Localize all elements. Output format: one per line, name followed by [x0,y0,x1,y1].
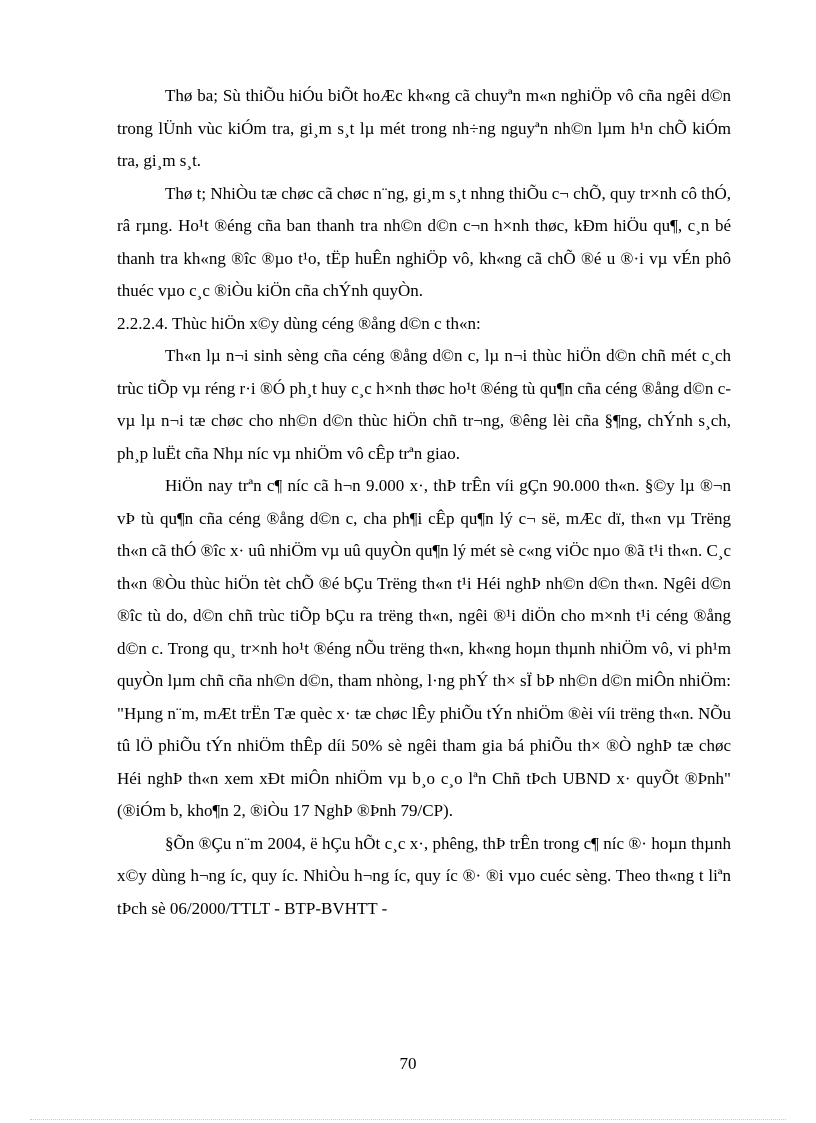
paragraph-third-reason: Thø ba; Sù thiÕu hiÓu biÕt hoÆc kh«ng cã chuyªn m«n nghiÖp vô cña ngêi d©n trong lÜnh vùc kiÓm tra, gi¸m s¸t lµ mét trong nh÷ng nguyªn nh©n lµm h¹n chÕ kiÓm tra, gi¸m s¸t. [117,86,731,170]
body-text [117,80,731,925]
paragraph-village-conventions: §Õn ®Çu n¨m 2004, ë hÇu hÕt c¸c x·, phêng, thÞ trÊn trong c¶ níc ®· hoµn thµnh x©y dùng h¬ng íc, quy íc. NhiÒu h¬ng íc, quy íc ®· ®i vµo cuéc sèng. Theo th«ng t liªn tÞch sè 06/2000/TTLT - BTP-BVHTT - [117,833,731,918]
page-bottom-divider [30,1119,786,1120]
paragraph-village-community: Th«n lµ n¬i sinh sèng cña céng ®ång d©n c, lµ n¬i thùc hiÖn d©n chñ mét c¸ch trùc tiÕp vµ réng r·i ®Ó ph¸t huy c¸c h×nh thøc ho¹t ®éng tù qu¶n cña céng ®ång d©n c vµ lµ n¬i tæ chøc cho nh©n d©n thùc hiÖn chñ tr¬ng, ®êng lèi cña §¶ng, chÝnh s¸ch, ph¸p luËt cña Nhµ níc vµ nhiÖm vô cÊp trªn giao. [117,346,731,463]
paragraph-fourth-reason: Thø t; NhiÒu tæ chøc cã chøc n¨ng, gi¸m s¸t nhng thiÕu c¬ chÕ, quy tr×nh cô thÓ, râ rµng. Ho¹t ®éng cña ban thanh tra nh©n d©n c¬n h×nh thøc, kÐm hiÖu qu¶, c¸n bé thanh tra kh«ng ®îc ®µo t¹o, tËp huÊn nghiÖp vô, kh«ng cã chÕ ®é u ®·i vµ vÉn phô thuéc vµo c¸c ®iÒu kiÖn cña chÝnh quyÒn. [117,183,731,300]
paragraph-current-status: HiÖn nay trªn c¶ níc cã h¬n 9.000 x·, thÞ trÊn víi gÇn 90.000 th«n. §©y lµ ®¬n vÞ tù qu¶n cña céng ®ång d©n c, cha ph¶i cÊp qu¶n lý c¬ së, mÆc dï, th«n vµ Trëng th«n cã thÓ ®îc x· uû nhiÖm vµ uû quyÒn qu¶n lý mét sè c«ng viÖc nµo ®ã t¹i th«n. C¸c th«n ®Òu thùc hiÖn tèt chÕ ®é bÇu Trëng th«n t¹i Héi nghÞ nh©n d©n th«n. Ngêi d©n ®îc tù do, d©n chñ trùc tiÕp bÇu ra trëng th«n, ngêi ®¹i diÖn cho m×nh t¹i céng ®ång d©n c. Trong qu¸ tr×nh ho¹t ®éng nÕu trëng th«n, kh«ng hoµn thµnh nhiÖm vô, vi ph¹m quyÒn lµm chñ cña nh©n d©n, tham nhòng, l·ng phÝ th× sÏ bÞ nh©n d©n miÔn nhiÖm: "Hµng n¨m, mÆt trËn Tæ quèc x· tæ chøc lÊy phiÕu tÝn nhiÖm ®èi víi trëng th«n. NÕu tû lÖ phiÕu tÝn nhiÖm thÊp díi 50% sè ngêi tham gia bá phiÕu th× ®Ò nghÞ tæ chøc Héi nghÞ th«n xem xÐt miÔn nhiÖm vµ b¸o c¸o lªn Chñ tÞch UBND x· quyÕt ®Þnh" (®iÓm b, kho¶n 2, ®iÒu 17 NghÞ ®Þnh 79/CP). [117,476,731,820]
page-number: 70 [399,1054,417,1073]
section-heading: 2.2.2.4. Thùc hiÖn x©y dùng céng ®ång d©n c th«n: [117,313,481,333]
